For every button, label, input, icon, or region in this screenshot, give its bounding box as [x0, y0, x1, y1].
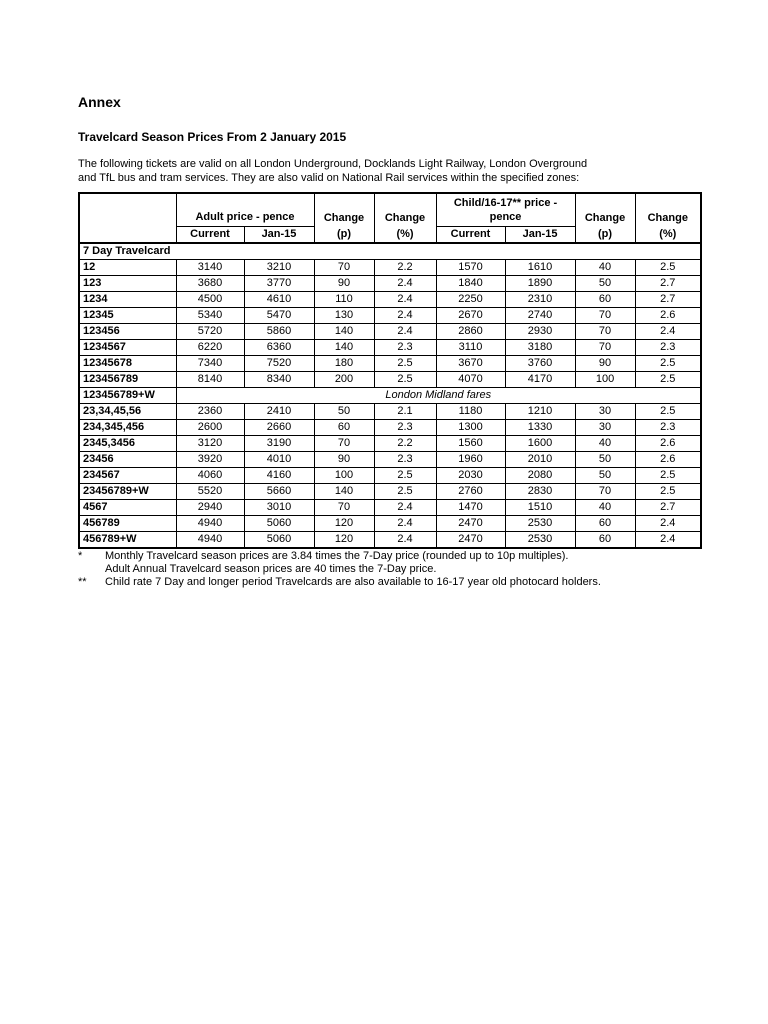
value-cell: 1180 — [436, 404, 505, 420]
table-row — [79, 420, 701, 436]
value-cell: 1560 — [436, 436, 505, 452]
value-cell: 8140 — [176, 372, 244, 388]
value-cell: 2.4 — [374, 324, 436, 340]
value-cell: 2530 — [505, 516, 575, 532]
value-cell: 60 — [314, 420, 374, 436]
table-row — [79, 500, 701, 516]
section-label: 7 Day Travelcard — [79, 243, 374, 260]
intro-line: The following tickets are valid on all London Underground, Docklands Light Railway, London Overground — [78, 158, 588, 170]
adult-change-pct-unit: (%) — [374, 227, 436, 244]
value-cell: 140 — [314, 324, 374, 340]
value-cell: 70 — [575, 340, 635, 356]
adult-change-p-unit: (p) — [314, 227, 374, 244]
value-cell: 2760 — [436, 484, 505, 500]
value-cell: 30 — [575, 420, 635, 436]
value-cell: 2360 — [176, 404, 244, 420]
adult-jan15-header: Jan-15 — [244, 227, 314, 244]
footnote-1-continued: Adult Annual Travelcard season prices are 40 times the 7-Day price. — [105, 563, 437, 575]
child-change-pct-header: Change — [635, 193, 701, 227]
value-cell: 1890 — [505, 276, 575, 292]
value-cell: 110 — [314, 292, 374, 308]
value-cell: 2.5 — [635, 372, 701, 388]
table-row — [79, 532, 701, 549]
child-jan15-header: Jan-15 — [505, 227, 575, 244]
value-cell: 2.7 — [635, 276, 701, 292]
zone-cell: 1234 — [79, 292, 176, 308]
value-cell: 4170 — [505, 372, 575, 388]
footnote-text: Child rate 7 Day and longer period Travelcards are also available to 16-17 year old photocard holders. — [105, 576, 601, 588]
london-midland-note: London Midland fares — [176, 388, 701, 404]
value-cell: 2.2 — [374, 436, 436, 452]
value-cell: 3680 — [176, 276, 244, 292]
value-cell: 60 — [575, 532, 635, 549]
zone-cell: 123456789 — [79, 372, 176, 388]
value-cell: 2.6 — [635, 308, 701, 324]
value-cell: 5520 — [176, 484, 244, 500]
value-cell: 120 — [314, 532, 374, 549]
value-cell: 4500 — [176, 292, 244, 308]
table-row — [79, 484, 701, 500]
value-cell: 2310 — [505, 292, 575, 308]
value-cell: 2470 — [436, 532, 505, 549]
table-row — [79, 308, 701, 324]
value-cell: 2.6 — [635, 452, 701, 468]
table-row — [79, 452, 701, 468]
value-cell: 90 — [314, 276, 374, 292]
value-cell: 2600 — [176, 420, 244, 436]
value-cell: 2.3 — [635, 340, 701, 356]
value-cell: 5860 — [244, 324, 314, 340]
value-cell: 1300 — [436, 420, 505, 436]
value-cell: 1610 — [505, 260, 575, 276]
child-change-p-header: Change — [575, 193, 635, 227]
value-cell: 2.4 — [635, 516, 701, 532]
value-cell: 3190 — [244, 436, 314, 452]
value-cell: 120 — [314, 516, 374, 532]
value-cell: 4940 — [176, 516, 244, 532]
zone-cell: 456789 — [79, 516, 176, 532]
value-cell: 5660 — [244, 484, 314, 500]
footnote-marker: ** — [78, 576, 87, 588]
document-subtitle: Travelcard Season Prices From 2 January 2015 — [78, 130, 347, 144]
value-cell: 2660 — [244, 420, 314, 436]
section-spacer — [374, 243, 701, 260]
value-cell: 2.2 — [374, 260, 436, 276]
section-row — [79, 243, 701, 260]
value-cell: 100 — [314, 468, 374, 484]
london-midland-row — [79, 388, 701, 404]
value-cell: 2.5 — [635, 484, 701, 500]
header-row-1 — [79, 193, 701, 227]
value-cell: 70 — [314, 500, 374, 516]
value-cell: 90 — [314, 452, 374, 468]
document-page — [78, 92, 702, 589]
value-cell: 3210 — [244, 260, 314, 276]
value-cell: 1210 — [505, 404, 575, 420]
value-cell: 2.7 — [635, 500, 701, 516]
page-heading: Annex — [78, 94, 121, 110]
value-cell: 2.3 — [374, 420, 436, 436]
value-cell: 2470 — [436, 516, 505, 532]
table-row — [79, 260, 701, 276]
value-cell: 2.4 — [374, 292, 436, 308]
value-cell: 3770 — [244, 276, 314, 292]
zone-cell: 12 — [79, 260, 176, 276]
value-cell: 2.7 — [635, 292, 701, 308]
value-cell: 1570 — [436, 260, 505, 276]
value-cell: 2.5 — [635, 260, 701, 276]
intro-paragraph — [78, 157, 702, 185]
value-cell: 2.5 — [374, 372, 436, 388]
table-row — [79, 468, 701, 484]
value-cell: 140 — [314, 340, 374, 356]
value-cell: 4060 — [176, 468, 244, 484]
value-cell: 2.4 — [635, 324, 701, 340]
value-cell: 2080 — [505, 468, 575, 484]
zone-cell: 4567 — [79, 500, 176, 516]
zone-cell: 12345678 — [79, 356, 176, 372]
value-cell: 1840 — [436, 276, 505, 292]
value-cell: 2.4 — [374, 308, 436, 324]
intro-line: and TfL bus and tram services. They are also valid on National Rail services within the specified zones: — [78, 172, 580, 184]
value-cell: 2670 — [436, 308, 505, 324]
value-cell: 4610 — [244, 292, 314, 308]
table-row — [79, 356, 701, 372]
value-cell: 2.4 — [374, 276, 436, 292]
value-cell: 2.5 — [374, 356, 436, 372]
value-cell: 1960 — [436, 452, 505, 468]
value-cell: 40 — [575, 500, 635, 516]
value-cell: 2.5 — [635, 468, 701, 484]
value-cell: 2860 — [436, 324, 505, 340]
value-cell: 3010 — [244, 500, 314, 516]
value-cell: 2.3 — [374, 340, 436, 356]
value-cell: 2.3 — [635, 420, 701, 436]
value-cell: 180 — [314, 356, 374, 372]
table-row — [79, 292, 701, 308]
value-cell: 2530 — [505, 532, 575, 549]
value-cell: 3110 — [436, 340, 505, 356]
value-cell: 140 — [314, 484, 374, 500]
value-cell: 50 — [575, 468, 635, 484]
table-row — [79, 340, 701, 356]
value-cell: 2.5 — [635, 404, 701, 420]
value-cell: 40 — [575, 436, 635, 452]
value-cell: 4070 — [436, 372, 505, 388]
value-cell: 70 — [575, 484, 635, 500]
value-cell: 2010 — [505, 452, 575, 468]
value-cell: 130 — [314, 308, 374, 324]
value-cell: 1600 — [505, 436, 575, 452]
zone-cell: 234,345,456 — [79, 420, 176, 436]
value-cell: 60 — [575, 516, 635, 532]
value-cell: 5340 — [176, 308, 244, 324]
zone-cell: 1234567 — [79, 340, 176, 356]
value-cell: 40 — [575, 260, 635, 276]
zone-cell: 2345,3456 — [79, 436, 176, 452]
value-cell: 2.4 — [374, 500, 436, 516]
value-cell: 2.5 — [374, 468, 436, 484]
value-cell: 2410 — [244, 404, 314, 420]
value-cell: 1510 — [505, 500, 575, 516]
zone-cell: 12345 — [79, 308, 176, 324]
value-cell: 3120 — [176, 436, 244, 452]
table-row — [79, 436, 701, 452]
zone-cell: 23456 — [79, 452, 176, 468]
zone-cell: 123456789+W — [79, 388, 176, 404]
child-change-p-unit: (p) — [575, 227, 635, 244]
travelcard-price-table — [78, 192, 702, 549]
value-cell: 30 — [575, 404, 635, 420]
value-cell: 90 — [575, 356, 635, 372]
adult-change-p-header: Change — [314, 193, 374, 227]
value-cell: 2740 — [505, 308, 575, 324]
value-cell: 6220 — [176, 340, 244, 356]
value-cell: 3180 — [505, 340, 575, 356]
value-cell: 3670 — [436, 356, 505, 372]
value-cell: 2.6 — [635, 436, 701, 452]
footnote-2 — [78, 576, 702, 589]
table-row — [79, 324, 701, 340]
value-cell: 2.4 — [374, 532, 436, 549]
value-cell: 7520 — [244, 356, 314, 372]
zone-cell: 23456789+W — [79, 484, 176, 500]
value-cell: 1470 — [436, 500, 505, 516]
value-cell: 1330 — [505, 420, 575, 436]
footnote-1 — [78, 550, 702, 563]
value-cell: 2030 — [436, 468, 505, 484]
zone-cell: 23,34,45,56 — [79, 404, 176, 420]
value-cell: 4940 — [176, 532, 244, 549]
value-cell: 70 — [575, 308, 635, 324]
value-cell: 4010 — [244, 452, 314, 468]
value-cell: 6360 — [244, 340, 314, 356]
value-cell: 50 — [314, 404, 374, 420]
zone-cell: 123 — [79, 276, 176, 292]
value-cell: 5720 — [176, 324, 244, 340]
zone-cell: 234567 — [79, 468, 176, 484]
table-row — [79, 404, 701, 420]
value-cell: 5060 — [244, 516, 314, 532]
value-cell: 2.4 — [635, 532, 701, 549]
value-cell: 50 — [575, 452, 635, 468]
value-cell: 50 — [575, 276, 635, 292]
value-cell: 70 — [575, 324, 635, 340]
value-cell: 2.5 — [635, 356, 701, 372]
child-change-pct-unit: (%) — [635, 227, 701, 244]
table-row — [79, 276, 701, 292]
value-cell: 8340 — [244, 372, 314, 388]
value-cell: 2.3 — [374, 452, 436, 468]
value-cell: 2930 — [505, 324, 575, 340]
value-cell: 3140 — [176, 260, 244, 276]
value-cell: 5060 — [244, 532, 314, 549]
table-row — [79, 516, 701, 532]
value-cell: 60 — [575, 292, 635, 308]
value-cell: 3760 — [505, 356, 575, 372]
child-current-header: Current — [436, 227, 505, 244]
value-cell: 2.1 — [374, 404, 436, 420]
value-cell: 200 — [314, 372, 374, 388]
adult-change-pct-header: Change — [374, 193, 436, 227]
value-cell: 3920 — [176, 452, 244, 468]
value-cell: 2.5 — [374, 484, 436, 500]
adult-current-header: Current — [176, 227, 244, 244]
value-cell: 100 — [575, 372, 635, 388]
value-cell: 2.4 — [374, 516, 436, 532]
child-price-header: Child/16-17** price - pence — [436, 193, 575, 227]
footnote-marker: * — [78, 550, 83, 562]
adult-price-header: Adult price - pence — [176, 193, 314, 227]
footnotes — [78, 550, 702, 589]
value-cell: 2830 — [505, 484, 575, 500]
footnote-text: Monthly Travelcard season prices are 3.84 times the 7-Day price (rounded up to 10p multiples). — [105, 550, 569, 562]
value-cell: 7340 — [176, 356, 244, 372]
value-cell: 2940 — [176, 500, 244, 516]
value-cell: 4160 — [244, 468, 314, 484]
value-cell: 70 — [314, 436, 374, 452]
value-cell: 70 — [314, 260, 374, 276]
value-cell: 2250 — [436, 292, 505, 308]
zone-cell: 456789+W — [79, 532, 176, 549]
table-row — [79, 372, 701, 388]
zone-cell: 123456 — [79, 324, 176, 340]
table-body — [79, 243, 701, 548]
zone-header — [79, 193, 176, 243]
value-cell: 5470 — [244, 308, 314, 324]
